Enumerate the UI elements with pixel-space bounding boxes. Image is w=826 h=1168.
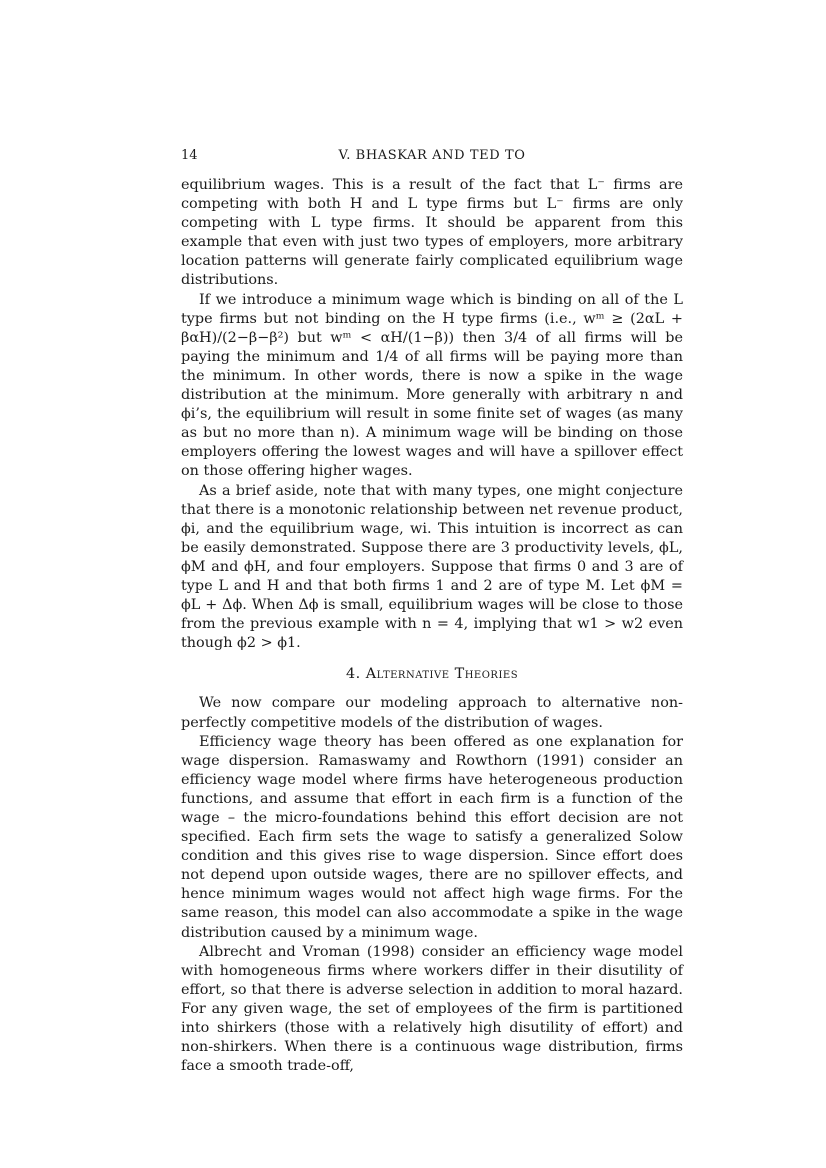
running-header xyxy=(181,146,683,166)
section-heading: 4. Alternative Theories xyxy=(345,666,519,683)
paper-page xyxy=(181,146,683,1076)
paragraph-aside: As a brief aside, note that with many types, one might conjecture that there is a monotonic relationship between net revenue product, ϕi, and the equilibrium wage, wi. This intuition is incorrect as can be easily demonstrated. Suppose there are 3 productivity levels, ϕL, ϕM and ϕH, and four employers. Suppose that firms 0 and 3 are of type L and H and that both firms 1 and 2 are of type M. Let ϕM = ϕL + Δϕ. When Δϕ is small, equilibrium wages will be close to those from the previous example with n = 4, implying that w1 > w2 even though ϕ2 > ϕ1. xyxy=(181,482,683,652)
paragraph-continuation: equilibrium wages. This is a result of the fact that L⁻ firms are competing with both H and L type firms but L⁻ firms are only competing with L type firms. It should be apparent from this example that even with just two types of employers, more arbitrary location patterns will generate fairly complicated equilibrium wage distributions. xyxy=(181,177,683,289)
paragraph-compare: We now compare our modeling approach to alternative non-perfectly competitive models of the distribution of wages. xyxy=(181,695,683,731)
running-title: V. BHASKAR AND TED TO xyxy=(338,148,526,163)
page-number: 14 xyxy=(181,148,198,163)
paragraph-albrecht-vroman: Albrecht and Vroman (1998) consider an efficiency wage model with homogeneous firms where workers differ in their disutility of effort, so that there is adverse selection in addition to moral hazard. For any given wage, the set of employees of the firm is partitioned into shirkers (those with a relatively high disutility of effort) and non-shirkers. When there is a continuous wage distribution, firms face a smooth trade-off, xyxy=(181,943,683,1075)
paragraph-minimum-wage: If we introduce a minimum wage which is binding on all of the L type firms but not binding on the H type firms (i.e., wᵐ ≥ (2αL + βαH)/(2−β−β²) but wᵐ < αH/(1−β)) then 3/4 of all firms will be paying the minimum and 1/4 of all firms will be paying more than the minimum. In other words, there is now a spike in the wage distribution at the minimum. More generally with arbitrary n and ϕi’s, the equilibrium will result in some finite set of wages (as many as but no more than n). A minimum wage will be binding on those employers offering the lowest wages and will have a spillover effect on those offering higher wages. xyxy=(181,291,683,480)
paragraph-efficiency-wage: Efficiency wage theory has been offered as one explanation for wage dispersion. Ramaswamy and Rowthorn (1991) consider an efficiency wage model where firms have heterogeneous production functions, and assume that effort in each firm is a function of the wage – the micro-foundations behind this effort decision are not specified. Each firm sets the wage to satisfy a generalized Solow condition and this gives rise to wage dispersion. Since effort does not depend upon outside wages, there are no spillover effects, and hence minimum wages would not affect high wage firms. For the same reason, this model can also accommodate a spike in the wage distribution caused by a minimum wage. xyxy=(181,733,683,941)
